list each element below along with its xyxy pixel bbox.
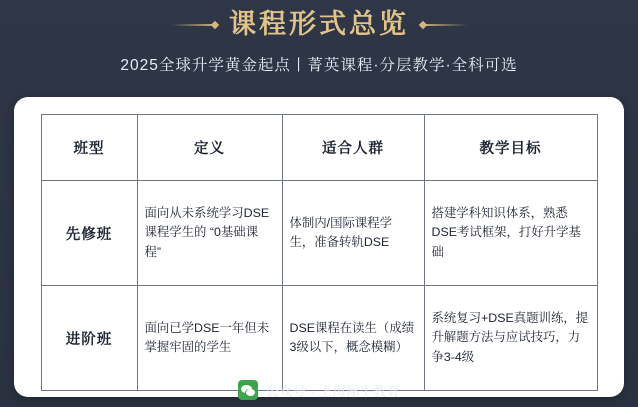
footer-watermark xyxy=(0,373,638,407)
cell-class-type: 先修班 xyxy=(41,181,137,286)
title-ornament-left-icon xyxy=(171,24,217,26)
wechat-icon xyxy=(238,380,258,400)
footer-text: 公众号 · 上海犀牛教育 xyxy=(265,383,401,399)
table-row xyxy=(41,181,597,286)
column-header-definition: 定义 xyxy=(137,115,282,181)
cell-goal: 系统复习+DSE真题训练，提升解题方法与应试技巧，力争3-4级 xyxy=(424,286,597,391)
course-table xyxy=(41,114,598,391)
column-header-goal: 教学目标 xyxy=(424,115,597,181)
poster-header xyxy=(0,0,638,75)
cell-definition: 面向已学DSE一年但未掌握牢固的学生 xyxy=(137,286,282,391)
cell-goal: 搭建学科知识体系，熟悉DSE考试框架，打好升学基础 xyxy=(424,181,597,286)
column-header-audience: 适合人群 xyxy=(282,115,424,181)
page-title: 课程形式总览 xyxy=(229,9,409,39)
page-subtitle: 2025全球升学黄金起点丨菁英课程·分层教学·全科可选 xyxy=(120,56,518,74)
column-header-class-type: 班型 xyxy=(41,115,137,181)
cell-class-type: 进阶班 xyxy=(41,286,137,391)
cell-definition: 面向从未系统学习DSE课程学生的 “0基础课程” xyxy=(137,181,282,286)
cell-audience: 体制内/国际课程学生，准备转轨DSE xyxy=(282,181,424,286)
cell-audience: DSE课程在读生（成绩3级以下，概念模糊） xyxy=(282,286,424,391)
table-header-row xyxy=(41,115,597,181)
course-table-card xyxy=(14,97,624,397)
title-row xyxy=(0,10,638,40)
title-ornament-right-icon xyxy=(421,24,467,26)
